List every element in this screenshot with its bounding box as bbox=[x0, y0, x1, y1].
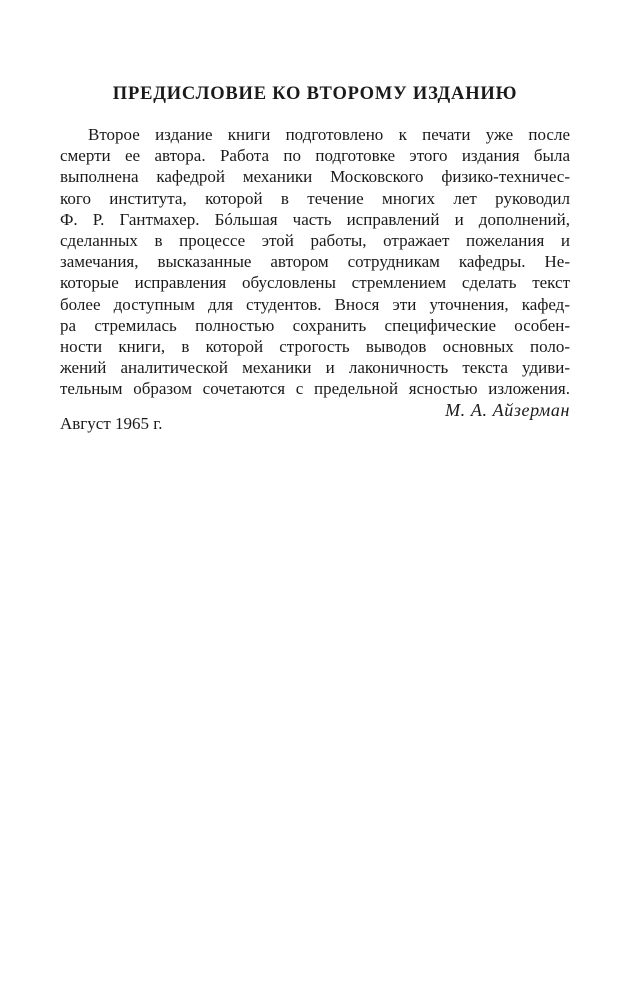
paragraph-line: которые исправления обусловлены стремлением сделать текст bbox=[60, 273, 570, 293]
preface-date: Август 1965 г. bbox=[60, 414, 163, 433]
paragraph-line: тельным образом сочетаются с предельной ясностью изложения. bbox=[60, 379, 570, 399]
paragraph-line: выполнена кафедрой механики Московского физико-техничес- bbox=[60, 167, 570, 187]
page-title: ПРЕДИСЛОВИЕ КО ВТОРОМУ ИЗДАНИЮ bbox=[112, 84, 518, 104]
paragraph-line: ности книги, в которой строгость выводов основных поло- bbox=[60, 336, 570, 356]
paragraph-line: замечания, высказанные автором сотрудникам кафедры. Не- bbox=[60, 252, 570, 272]
paragraph-line: жений аналитической механики и лаконичность текста удиви- bbox=[60, 358, 570, 378]
paragraph-line: ра стремилась полностью сохранить специфические особен- bbox=[60, 315, 570, 335]
author-signature: М. А. Айзерман bbox=[445, 400, 570, 420]
preface-paragraph bbox=[60, 124, 570, 399]
paragraph-line: более доступным для студентов. Внося эти уточнения, кафед- bbox=[60, 294, 570, 314]
paragraph-line: сделанных в процессе этой работы, отражает пожелания и bbox=[60, 230, 570, 250]
paragraph-line: Ф. Р. Гантмахер. Бóльшая часть исправлений и дополнений, bbox=[60, 209, 570, 229]
paragraph-line: Второе издание книги подготовлено к печати уже после bbox=[88, 125, 570, 144]
paragraph-line: кого института, которой в течение многих лет руководил bbox=[60, 188, 570, 208]
paragraph-line: смерти ее автора. Работа по подготовке этого издания была bbox=[60, 146, 570, 166]
